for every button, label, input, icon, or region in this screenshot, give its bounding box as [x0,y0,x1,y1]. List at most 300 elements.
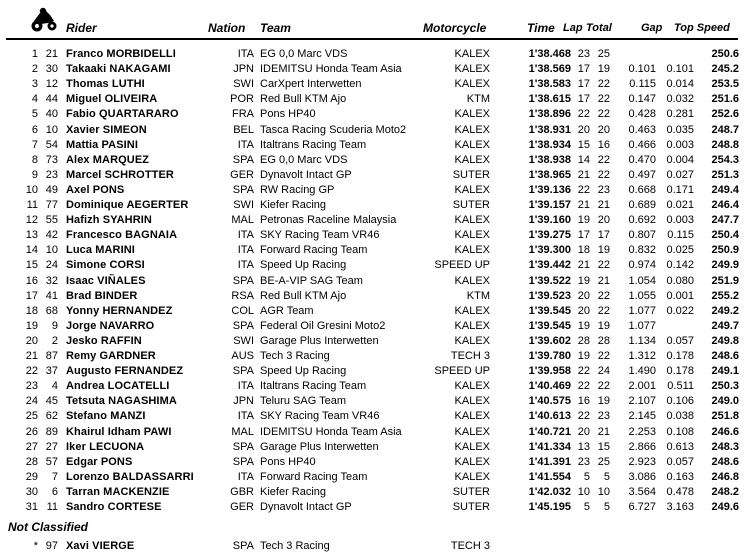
nation: SPA [232,540,254,552]
best-lap-time: 1'38.938 [528,153,571,166]
position: 18 [25,304,38,317]
best-lap-time: 1'40.575 [528,395,571,408]
lap: 22 [577,108,590,121]
position: 16 [25,274,38,287]
best-lap-time: 1'38.934 [528,138,571,151]
header-divider [6,38,738,40]
best-lap-time: 1'39.545 [528,319,571,332]
gap-first: 0.832 [628,244,656,257]
nation: SWI [233,199,254,211]
rider-name: Stefano MANZI [66,410,146,423]
team: Petronas Raceline Malaysia [260,214,397,227]
total-laps: 22 [597,93,610,106]
position: 17 [25,289,38,302]
gap-first: 3.086 [628,470,656,483]
gap-first: 0.428 [628,108,656,121]
team: Tasca Racing Scuderia Moto2 [260,123,407,136]
table-row [0,409,745,424]
top-speed: 245.2 [711,63,739,76]
best-lap-time: 1'39.523 [528,289,571,302]
best-lap-time: 1'39.160 [528,214,571,227]
total-laps: 19 [597,244,610,257]
header-team: Team [260,21,291,35]
top-speed: 249.2 [711,304,739,317]
nation: FRA [232,108,254,121]
best-lap-time: 1'39.958 [528,365,571,378]
gap-first: 2.001 [628,380,656,393]
team: Teluru SAG Team [260,395,347,408]
rider-number: 11 [46,501,58,513]
nation: ITA [237,380,254,393]
nation: RSA [231,289,254,302]
lap: 14 [577,153,590,166]
table-row [0,47,745,62]
table-row [0,258,745,273]
position: 27 [25,440,38,453]
rider-name: Lorenzo BALDASSARRI [66,470,194,483]
table-row [0,364,745,379]
rider-number: 42 [45,229,58,242]
gap-previous: 0.163 [666,470,694,483]
gap-first: 0.497 [628,168,656,181]
motorcycle: SUTER [452,485,490,498]
gap-first: 2.866 [628,440,656,453]
table-row [0,425,745,440]
top-speed: 248.6 [711,350,739,362]
lap: 16 [577,395,590,408]
rider-name: Andrea LOCATELLI [66,380,170,393]
gap-previous: 0.032 [666,93,694,106]
gap-first: 1.054 [628,274,656,287]
motorcycle: KALEX [454,153,490,166]
gap-first: 2.923 [628,455,656,468]
lap: 19 [577,350,590,362]
rider-number: 97 [45,540,58,552]
rider-number: 87 [45,350,58,362]
nation: SPA [232,153,254,166]
best-lap-time: 1'38.569 [528,63,571,76]
rider-name: Iker LECUONA [66,440,145,453]
nation: ITA [237,244,254,257]
table-row [0,349,745,364]
total-laps: 15 [597,440,610,453]
lap: 17 [577,63,590,76]
rider-name: Mattia PASINI [66,138,138,151]
gap-previous: 0.022 [666,304,694,317]
rider-number: 7 [51,470,58,483]
team: IDEMITSU Honda Team Asia [260,425,402,438]
rider-number: 4 [51,380,58,393]
gap-previous: 0.178 [666,365,694,378]
team: Red Bull KTM Ajo [260,289,347,302]
gap-first: 2.253 [628,425,656,438]
position: 5 [31,108,38,121]
gap-first: 1.490 [628,365,656,378]
motorcycle: KALEX [454,380,490,393]
gap-previous: 0.003 [666,138,694,151]
team: Garage Plus Interwetten [260,440,379,453]
top-speed: 251.9 [711,274,739,287]
nation: SWI [233,78,254,91]
position: * [33,540,38,552]
position: 19 [25,319,38,332]
header-rider: Rider [66,21,97,35]
team: Dynavolt Intact GP [260,501,352,513]
motorcycle: KALEX [454,48,490,60]
header-gap: Gap [641,22,663,34]
total-laps: 28 [597,334,610,347]
nation: BEL [233,123,254,136]
gap-previous: 0.057 [666,334,694,347]
team: Garage Plus Interwetten [260,334,379,347]
gap-previous: 0.001 [666,289,694,302]
table-row [0,304,745,319]
nation: COL [231,304,254,317]
lap: 23 [577,48,590,60]
lap: 19 [577,214,590,227]
motorcycle: KALEX [454,183,490,196]
header-top-speed: Top Speed [674,22,730,34]
rider-name: Augusto FERNANDEZ [66,365,184,378]
team: Pons HP40 [260,455,316,468]
gap-previous: 0.478 [666,485,694,498]
best-lap-time: 1'38.931 [528,123,571,136]
gap-previous: 0.115 [667,229,694,242]
total-laps: 23 [597,183,610,196]
total-laps: 22 [597,289,610,302]
motorcycle: SUTER [452,501,490,513]
rider-name: Simone CORSI [66,259,145,272]
total-laps: 20 [597,214,610,227]
total-laps: 23 [597,410,610,423]
table-row [0,334,745,349]
lap: 23 [577,455,590,468]
gap-previous: 0.080 [666,274,694,287]
gap-first: 1.134 [628,334,656,347]
rider-name: Alex MARQUEZ [66,153,150,166]
lap: 17 [577,78,590,91]
motorcycle: SPEED UP [434,365,490,378]
gap-first: 0.115 [629,78,656,91]
team: SKY Racing Team VR46 [260,410,380,423]
total-laps: 25 [597,48,610,60]
rider-number: 37 [45,365,58,378]
gap-first: 1.077 [628,304,656,317]
best-lap-time: 1'40.721 [528,425,571,438]
motorcycle: KALEX [454,470,490,483]
position: 12 [25,214,38,227]
team: Kiefer Racing [260,199,327,211]
gap-previous: 0.171 [666,183,694,196]
gap-first: 0.101 [628,63,656,76]
best-lap-time: 1'38.468 [528,48,571,60]
motorcycle: KALEX [454,123,490,136]
top-speed: 248.8 [711,138,739,151]
gap-previous: 0.108 [666,425,694,438]
nation: SWI [233,334,254,347]
top-speed: 248.2 [711,485,739,498]
rider-name: Jesko RAFFIN [66,334,142,347]
lap: 20 [577,304,590,317]
position: 7 [31,138,38,151]
gap-previous: 0.142 [666,259,694,272]
rider-name: Tarran MACKENZIE [66,485,170,498]
position: 31 [25,501,38,513]
rider-number: 57 [45,455,58,468]
total-laps: 20 [597,123,610,136]
best-lap-time: 1'39.602 [528,334,571,347]
best-lap-time: 1'45.195 [528,501,571,513]
motorcycle: KALEX [454,319,490,332]
rider-name: Francesco BAGNAIA [66,229,178,242]
team: Tech 3 Racing [260,540,330,552]
top-speed: 246.8 [711,470,739,483]
best-lap-time: 1'38.583 [528,78,571,91]
nation: MAL [231,425,254,438]
lap: 19 [577,274,590,287]
best-lap-time: 1'39.442 [528,259,571,272]
rider-number: 77 [45,199,58,211]
motorcycle: KTM [466,93,490,106]
top-speed: 253.5 [711,78,739,91]
gap-previous: 0.281 [666,108,694,121]
rider-name: Xavier SIMEON [66,123,147,136]
table-row [0,319,745,334]
nation: SPA [232,183,254,196]
top-speed: 251.3 [711,168,739,181]
gap-first: 0.689 [628,199,656,211]
nation: ITA [237,138,254,151]
top-speed: 254.3 [711,153,739,166]
gap-first: 1.055 [628,289,656,302]
best-lap-time: 1'39.545 [528,304,571,317]
total-laps: 5 [603,470,610,483]
header-lap: Lap [563,22,583,34]
lap: 20 [577,123,590,136]
lap: 5 [583,470,590,483]
total-laps: 10 [597,485,610,498]
total-laps: 19 [597,319,610,332]
rider-number: 40 [45,108,58,121]
table-row [0,274,745,289]
position: 14 [25,244,38,257]
table-row [0,92,745,107]
gap-previous: 0.038 [666,410,694,423]
rider-name: Thomas LUTHI [66,78,145,91]
gap-first: 0.466 [628,138,656,151]
top-speed: 249.8 [711,334,739,347]
rider-name: Axel PONS [66,183,125,196]
motorcycle: SUTER [452,168,490,181]
header-total: Total [586,22,612,34]
position: 21 [25,350,38,362]
total-laps: 22 [597,168,610,181]
gap-first: 0.807 [628,229,656,242]
not-classified-row [0,539,745,554]
team: Speed Up Racing [260,259,347,272]
rider-name: Isaac VIÑALES [66,274,146,287]
team: Forward Racing Team [260,244,368,257]
motorcycle: KALEX [454,108,490,121]
best-lap-time: 1'39.157 [528,199,571,211]
rider-name: Franco MORBIDELLI [66,48,176,60]
best-lap-time: 1'39.300 [528,244,571,257]
best-lap-time: 1'38.965 [528,168,571,181]
position: 6 [31,123,38,136]
position: 2 [31,63,38,76]
gap-previous: 0.027 [666,168,694,181]
gap-first: 2.107 [628,395,656,408]
motorcycle: KALEX [454,63,490,76]
nation: GER [230,501,254,513]
nation: ITA [237,410,254,423]
table-header [0,0,745,40]
nation: GBR [230,485,254,498]
rider-number: 54 [45,138,58,151]
total-laps: 21 [597,425,610,438]
best-lap-time: 1'39.275 [528,229,571,242]
rider-name: Jorge NAVARRO [66,319,155,332]
lap: 19 [577,319,590,332]
rider-number: 89 [45,425,58,438]
lap: 5 [583,501,590,513]
total-laps: 24 [597,365,610,378]
lap: 20 [577,425,590,438]
position: 15 [25,259,38,272]
lap: 17 [577,229,590,242]
top-speed: 252.6 [711,108,739,121]
table-row [0,394,745,409]
rider-name: Brad BINDER [66,289,138,302]
motorcycle: KALEX [454,214,490,227]
team: Kiefer Racing [260,485,327,498]
gap-first: 0.463 [628,123,656,136]
position: 11 [26,199,38,211]
gap-first: 2.145 [628,410,656,423]
motorcycle: KTM [466,289,490,302]
best-lap-time: 1'39.522 [528,274,571,287]
motorcycle: KALEX [454,334,490,347]
table-row [0,183,745,198]
total-laps: 22 [597,78,610,91]
motorcycle: KALEX [454,304,490,317]
rider-number: 12 [45,78,58,91]
motorcycle: KALEX [454,78,490,91]
total-laps: 25 [597,455,610,468]
gap-first: 0.147 [628,93,656,106]
gap-first: 0.692 [628,214,656,227]
position: 10 [25,183,38,196]
best-lap-time: 1'38.615 [528,93,571,106]
nation: GER [230,168,254,181]
position: 9 [31,168,38,181]
rider-name: Xavi VIERGE [66,540,135,552]
best-lap-time: 1'42.032 [528,485,571,498]
nation: SPA [232,365,254,378]
position: 28 [25,455,38,468]
top-speed: 249.1 [711,365,739,378]
position: 23 [25,380,38,393]
top-speed: 249.4 [711,183,739,196]
position: 30 [25,485,38,498]
total-laps: 17 [597,229,610,242]
table-row [0,107,745,122]
top-speed: 247.7 [711,214,739,227]
lap: 22 [577,380,590,393]
top-speed: 248.7 [711,123,739,136]
position: 13 [25,229,38,242]
top-speed: 255.2 [711,289,739,302]
rider-name: Miguel OLIVEIRA [66,93,158,106]
total-laps: 19 [597,395,610,408]
lap: 22 [577,365,590,378]
total-laps: 16 [597,138,610,151]
gap-first: 0.470 [628,153,656,166]
lap: 13 [577,440,590,453]
team: CarXpert Interwetten [260,78,362,91]
gap-previous: 0.035 [666,123,694,136]
motorcycle: KALEX [454,274,490,287]
team: IDEMITSU Honda Team Asia [260,63,402,76]
top-speed: 251.8 [711,410,739,423]
top-speed: 249.6 [711,501,739,513]
team: Pons HP40 [260,108,316,121]
motorcycle: KALEX [454,410,490,423]
rider-name: Takaaki NAKAGAMI [66,63,171,76]
position: 24 [25,395,38,408]
lap: 15 [577,138,590,151]
not-classified-title: Not Classified [8,520,89,534]
gap-previous: 0.004 [666,153,694,166]
lap: 22 [577,183,590,196]
total-laps: 22 [597,350,610,362]
motorcycle: SPEED UP [434,259,490,272]
table-row [0,213,745,228]
gap-previous: 0.101 [666,63,694,76]
team: Speed Up Racing [260,365,347,378]
nation: SPA [232,319,254,332]
best-lap-time: 1'39.780 [528,350,571,362]
position: 8 [31,153,38,166]
lap: 28 [577,334,590,347]
motorcycle: KALEX [454,138,490,151]
table-row [0,153,745,168]
team: AGR Team [260,304,314,317]
team: Tech 3 Racing [260,350,330,362]
table-row [0,228,745,243]
total-laps: 22 [597,108,610,121]
motorcycle: KALEX [454,425,490,438]
table-row [0,440,745,455]
rider-name: Khairul Idham PAWI [66,425,172,438]
lap: 21 [577,259,590,272]
lap: 22 [577,410,590,423]
rider-number: 73 [45,153,58,166]
total-laps: 22 [597,304,610,317]
position: 29 [25,470,38,483]
top-speed: 251.6 [711,93,739,106]
position: 3 [31,78,38,91]
top-speed: 248.6 [711,455,739,468]
team: RW Racing GP [260,183,335,196]
table-row [0,198,745,213]
motorcycle: KALEX [454,244,490,257]
position: 22 [25,365,38,378]
motorcycle: KALEX [454,440,490,453]
lap: 21 [577,168,590,181]
rider-number: 68 [45,304,58,317]
table-row [0,168,745,183]
